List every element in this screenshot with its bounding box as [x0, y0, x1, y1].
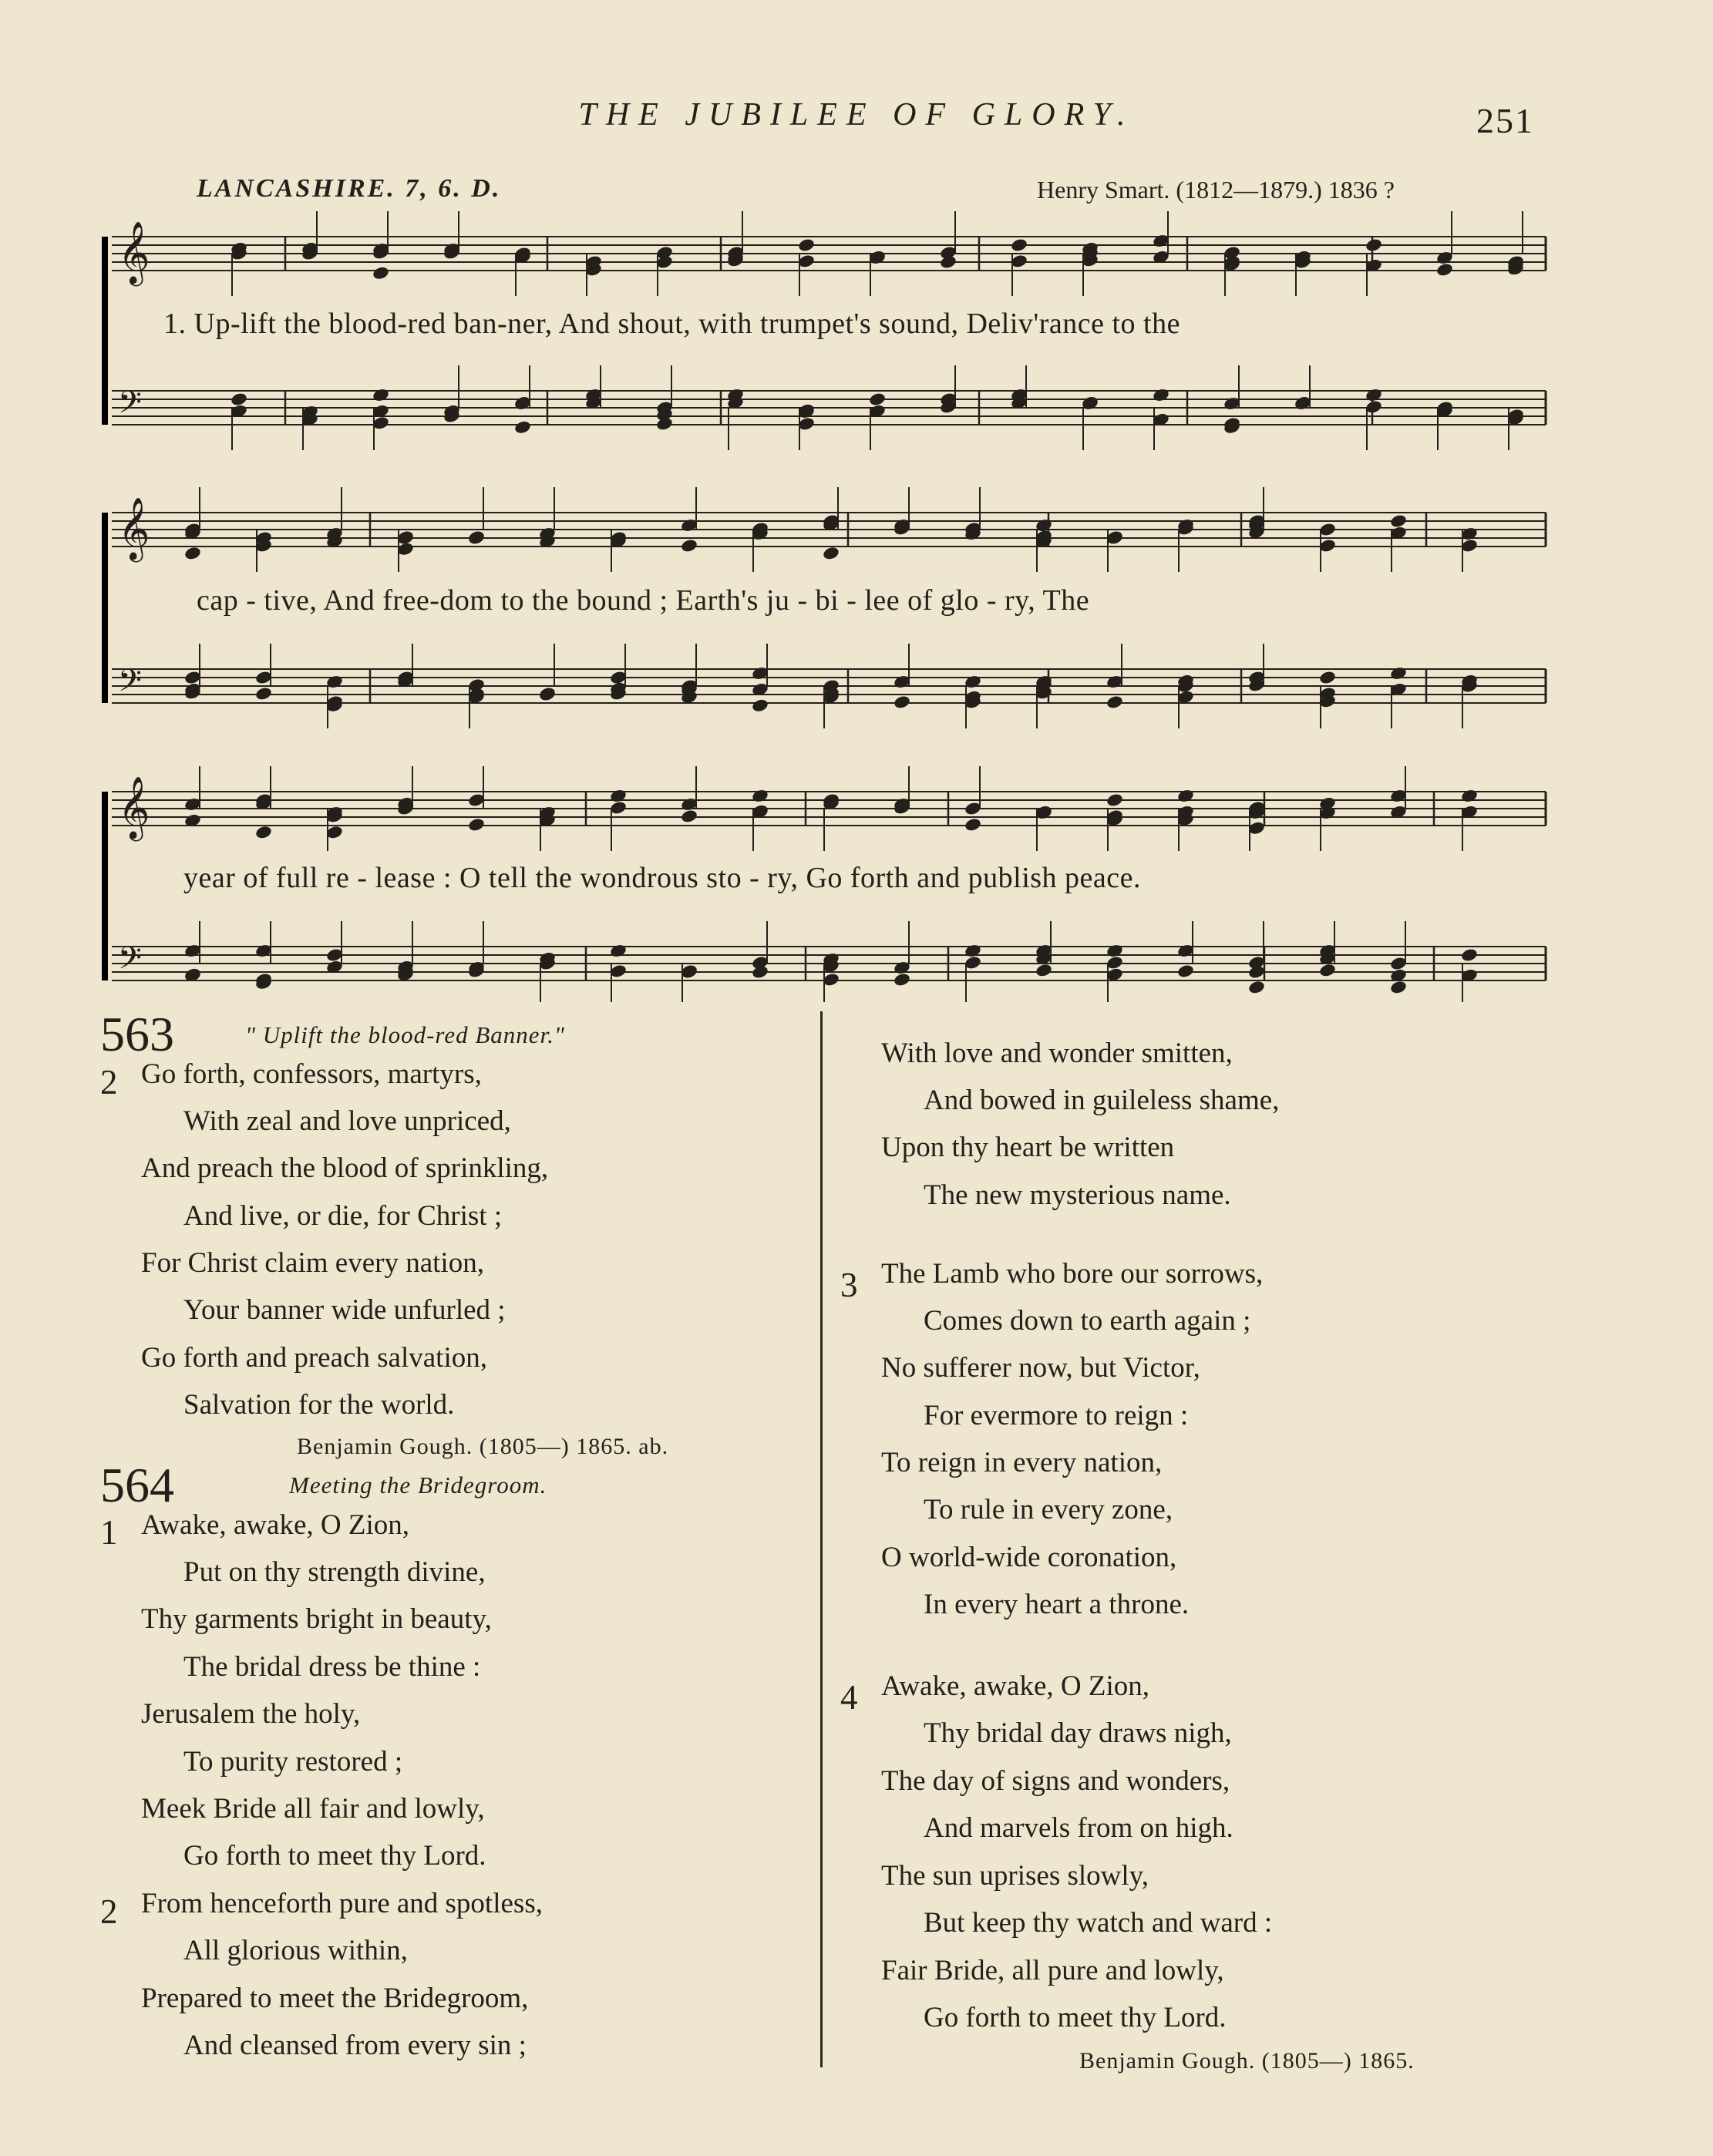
note-head	[751, 789, 769, 804]
note-head	[1435, 262, 1454, 277]
note-head	[538, 686, 557, 701]
note-head	[513, 419, 532, 435]
verse-line: To purity restored ;	[183, 1746, 403, 1778]
note-head	[893, 972, 911, 987]
verse-line: The sun uprises slowly,	[881, 1860, 1149, 1892]
hymn-563-title: " Uplift the blood-red Banner."	[245, 1021, 565, 1048]
note-head	[183, 546, 202, 561]
hymn-564-title: Meeting the Bridegroom.	[289, 1472, 547, 1498]
note-head	[254, 686, 273, 701]
music-score	[0, 0, 1713, 1002]
verse-number: 3	[840, 1266, 858, 1304]
verse-line: Fair Bride, all pure and lowly,	[881, 1955, 1224, 1986]
verse-line: Salvation for the world.	[183, 1389, 455, 1421]
verse-line: The bridal dress be thine :	[183, 1651, 481, 1683]
verse-line: Thy garments bright in beauty,	[141, 1603, 492, 1635]
treble-clef-icon: 𝄞	[118, 496, 150, 560]
bass-clef-icon: 𝄢	[118, 385, 142, 428]
note-head	[1460, 947, 1479, 963]
lyrics-system-1: 1. Up-lift the blood-red ban-ner, And shout, with trumpet's sound, Deliv'rance to the	[163, 308, 1180, 340]
hymn-564-author: Benjamin Gough. (1805—) 1865.	[1079, 2048, 1415, 2074]
verse-line: In every heart a throne.	[924, 1589, 1190, 1620]
note-head	[467, 530, 486, 545]
hymn-number-563: 563	[100, 1007, 174, 1061]
note-head	[609, 789, 628, 804]
running-head: THE JUBILEE OF GLORY.	[578, 97, 1135, 133]
verse-line: The new mysterious name.	[924, 1179, 1231, 1211]
verse-line: And cleansed from every sin ;	[183, 2030, 527, 2061]
verse-line: Go forth to meet thy Lord.	[924, 2002, 1227, 2033]
note-head	[1318, 670, 1337, 685]
system-brace	[102, 792, 108, 980]
verse-number: 2	[100, 1063, 118, 1102]
verse-number: 1	[100, 1513, 118, 1552]
verse-line: And preach the blood of sprinkling,	[141, 1152, 549, 1184]
note-head	[254, 825, 273, 840]
note-head	[1365, 388, 1383, 403]
note-head	[609, 943, 628, 959]
verse-line: But keep thy watch and ward :	[924, 1907, 1273, 1939]
verse-line: Go forth to meet thy Lord.	[183, 1840, 486, 1872]
verse-line: O world-wide coronation,	[881, 1542, 1177, 1573]
verse-line: Go forth and preach salvation,	[141, 1342, 487, 1374]
lyrics-system-2: cap - tive, And free-dom to the bound ; Earth's ju - bi - lee of glo - ry, The	[197, 584, 1090, 617]
note-head	[680, 809, 698, 824]
lyrics-system-3: year of full re - lease : O tell the wondrous sto - ry, Go forth and publish peace.	[183, 862, 1142, 894]
note-head	[372, 265, 390, 281]
bass-clef-icon: 𝄢	[118, 940, 142, 984]
verse-line: All glorious within,	[183, 1935, 408, 1966]
note-head	[1035, 963, 1053, 978]
note-head	[751, 698, 769, 713]
note-head	[1247, 980, 1266, 995]
verse-line: Jerusalem the holy,	[141, 1698, 361, 1730]
note-head	[230, 392, 248, 407]
column-divider	[820, 1011, 823, 2067]
note-head	[893, 695, 911, 710]
verse-line: To reign in every nation,	[881, 1447, 1163, 1478]
verse-line: Meek Bride all fair and lowly,	[141, 1793, 485, 1825]
bass-clef-icon: 𝄢	[118, 663, 142, 706]
verse-line: Thy bridal day draws nigh,	[924, 1717, 1232, 1749]
verse-line: For evermore to reign :	[924, 1400, 1189, 1431]
verse-line: Put on thy strength divine,	[183, 1556, 486, 1588]
note-head	[964, 943, 982, 959]
verse-line: And marvels from on high.	[924, 1812, 1233, 1844]
page-number: 251	[1476, 101, 1534, 140]
verse-line: Prepared to meet the Bridegroom,	[141, 1983, 529, 2014]
verse-line: The day of signs and wonders,	[881, 1765, 1230, 1797]
treble-clef-icon: 𝄞	[118, 220, 150, 284]
note-head	[1176, 789, 1195, 804]
system-brace	[102, 237, 108, 425]
composer-line: Henry Smart. (1812—1879.) 1836 ?	[1037, 176, 1395, 203]
note-head	[467, 817, 486, 832]
note-head	[822, 546, 840, 561]
verse-line: Awake, awake, O Zion,	[881, 1670, 1149, 1702]
note-head	[797, 237, 816, 253]
note-head	[1106, 792, 1124, 808]
note-head	[1318, 963, 1337, 978]
note-head	[372, 388, 390, 403]
hymn-number-564: 564	[100, 1458, 174, 1512]
verse-line: With zeal and love unpriced,	[183, 1105, 511, 1137]
verse-line: Your banner wide unfurled ;	[183, 1294, 506, 1326]
verse-line: Go forth, confessors, martyrs,	[141, 1058, 482, 1090]
note-head	[680, 538, 698, 553]
note-head	[1010, 237, 1028, 253]
note-head	[1106, 943, 1124, 959]
note-head	[1176, 964, 1195, 979]
verse-line: The Lamb who bore our sorrows,	[881, 1258, 1264, 1290]
verse-line: For Christ claim every nation,	[141, 1247, 484, 1279]
tune-name: LANCASHIRE. 7, 6. D.	[197, 174, 502, 203]
verse-line: With love and wonder smitten,	[881, 1038, 1233, 1069]
note-head	[1389, 666, 1408, 681]
note-head	[1365, 237, 1383, 253]
note-head	[1106, 695, 1124, 710]
note-head	[1460, 789, 1479, 804]
note-head	[1389, 513, 1408, 529]
note-head	[1389, 980, 1408, 995]
verse-line: Upon thy heart be written	[881, 1132, 1175, 1163]
verse-number: 4	[840, 1678, 858, 1717]
note-head	[964, 817, 982, 832]
verse-line: No sufferer now, but Victor,	[881, 1352, 1200, 1384]
treble-clef-icon: 𝄞	[118, 775, 150, 839]
verse-line: And live, or die, for Christ ;	[183, 1200, 503, 1232]
note-head	[868, 392, 887, 407]
note-head	[1152, 388, 1170, 403]
hymn-563-author: Benjamin Gough. (1805—) 1865. ab.	[297, 1434, 669, 1459]
verse-line: And bowed in guileless shame,	[924, 1085, 1280, 1116]
verse-line: To rule in every zone,	[924, 1494, 1173, 1525]
verse-line: Comes down to earth again ;	[924, 1305, 1251, 1337]
verse-line: From henceforth pure and spotless,	[141, 1888, 543, 1919]
verse-number: 2	[100, 1892, 118, 1931]
system-brace	[102, 513, 108, 703]
verse-line: Awake, awake, O Zion,	[141, 1509, 409, 1541]
